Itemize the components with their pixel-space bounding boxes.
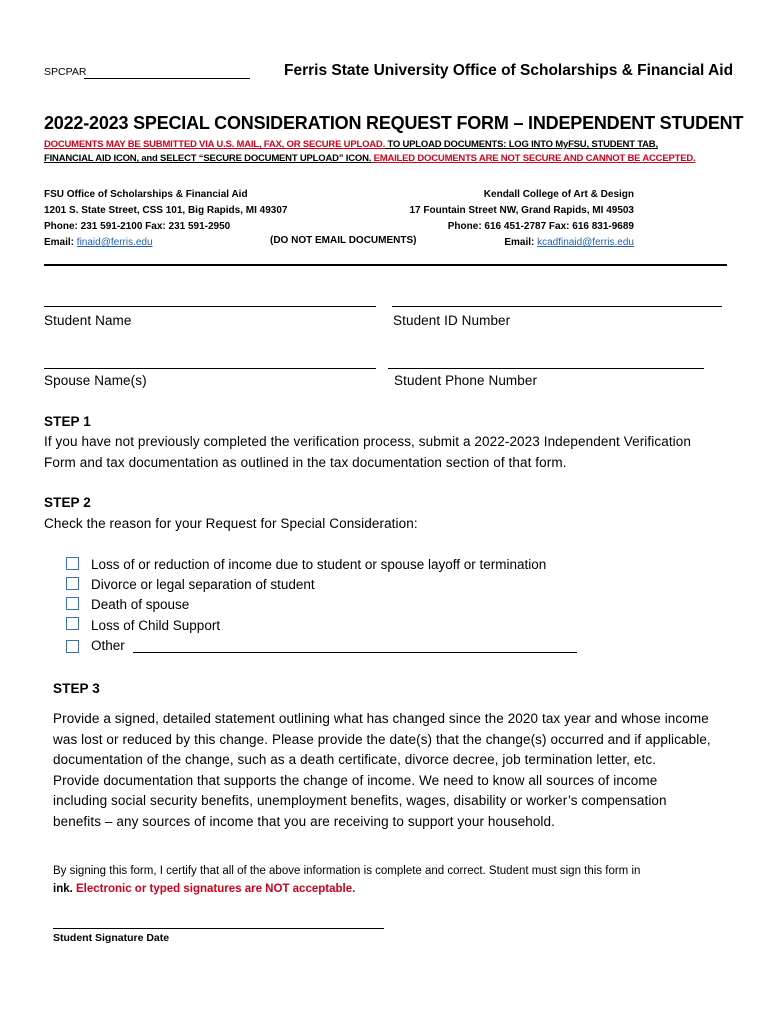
do-not-email-note: (DO NOT EMAIL DOCUMENTS): [270, 235, 417, 246]
option-other: Other: [91, 638, 125, 653]
kendall-email-label: Email:: [504, 237, 538, 248]
step1-line1: If you have not previously completed the verification process, submit a 2022-2023 Independent Verification: [44, 434, 691, 449]
checkbox-child-support[interactable]: [66, 617, 79, 630]
spouse-names-label: Spouse Name(s): [44, 373, 147, 388]
fsu-office-name: FSU Office of Scholarships & Financial Aid: [44, 189, 248, 200]
step3-line: was lost or reduced by this change. Please provide the date(s) that the change(s) occurred and if applicable,: [53, 731, 711, 747]
certification-line1: By signing this form, I certify that all of the above information is complete and correct. Student must sign this form in: [53, 865, 641, 877]
office-title: Ferris State University Office of Scholarships & Financial Aid: [284, 62, 734, 79]
header-divider: [44, 264, 727, 266]
signature-line[interactable]: [53, 928, 384, 929]
notice-part4: EMAILED DOCUMENTS ARE NOT SECURE AND CANNOT BE ACCEPTED.: [371, 153, 696, 164]
fsu-office-email-row: [44, 235, 287, 251]
step3-line: benefits – any sources of income that you are receiving to support your household.: [53, 813, 555, 829]
fsu-office-address: 1201 S. State Street, CSS 101, Big Rapids, MI 49307: [44, 205, 288, 216]
notice-part2: TO UPLOAD DOCUMENTS: LOG INTO MyFSU, STUDENT TAB,: [385, 139, 658, 150]
step1-text: [44, 432, 744, 473]
kendall-office-block: [410, 187, 635, 251]
kendall-office-phone: Phone: 616 451-2787 Fax: 616 831-9689: [447, 221, 634, 232]
step3-line: Provide documentation that supports the change of income. We need to know all sources of income: [53, 772, 658, 788]
kendall-office-address: 17 Fountain Street NW, Grand Rapids, MI 49503: [409, 205, 634, 216]
student-phone-label: Student Phone Number: [394, 373, 538, 388]
step1-line2: Form and tax documentation as outlined in the tax documentation section of that form.: [44, 454, 567, 470]
spouse-names-line[interactable]: [44, 368, 376, 369]
student-phone-line[interactable]: [388, 368, 704, 369]
kendall-office-name: Kendall College of Art & Design: [483, 189, 634, 200]
step3-heading: STEP 3: [53, 681, 100, 696]
option-income-loss: Loss of or reduction of income due to student or spouse layoff or termination: [91, 557, 547, 572]
fsu-email-label: Email:: [44, 237, 77, 248]
form-code-line: [84, 78, 250, 79]
kendall-office-email-row: [410, 235, 635, 251]
step2-prompt: Check the reason for your Request for Special Consideration:: [44, 516, 418, 531]
student-id-label: Student ID Number: [393, 313, 511, 328]
step1-heading: STEP 1: [44, 414, 91, 429]
step3-line: including social security benefits, unemployment benefits, wages, disability or worker’s compensation: [53, 793, 667, 808]
option-divorce: Divorce or legal separation of student: [91, 577, 315, 592]
checkbox-divorce[interactable]: [66, 577, 79, 590]
step2-heading: STEP 2: [44, 495, 91, 510]
signature-label: Student Signature Date: [53, 932, 170, 944]
fsu-email-link[interactable]: finaid@ferris.edu: [76, 237, 153, 248]
step3-text: [53, 709, 753, 832]
step3-line: documentation of the change, such as a death certificate, divorce decree, job termination letter, etc.: [53, 752, 657, 767]
notice-part3: FINANCIAL AID ICON, and SELECT “SECURE DOCUMENT UPLOAD” ICON.: [44, 153, 372, 164]
student-id-line[interactable]: [392, 306, 722, 307]
form-code-text: SPCPAR: [44, 66, 87, 78]
checkbox-income-loss[interactable]: [66, 557, 79, 570]
certification-warning: Electronic or typed signatures are NOT acceptable.: [72, 883, 356, 895]
fsu-office-phone: Phone: 231 591-2100 Fax: 231 591-2950: [44, 221, 231, 232]
form-code: [44, 66, 86, 78]
student-name-label: Student Name: [44, 313, 132, 328]
checkbox-other[interactable]: [66, 640, 79, 653]
student-name-line[interactable]: [44, 306, 376, 307]
certification-line2: [53, 880, 763, 898]
checkbox-death-of-spouse[interactable]: [66, 597, 79, 610]
option-child-support: Loss of Child Support: [91, 618, 221, 633]
form-title: 2022-2023 SPECIAL CONSIDERATION REQUEST FORM – INDEPENDENT STUDENT: [44, 113, 744, 133]
upload-notice: [44, 138, 744, 166]
fsu-office-block: [44, 187, 287, 251]
certification-ink: ink.: [53, 883, 73, 895]
other-specify-line[interactable]: [133, 652, 577, 653]
step3-line: Provide a signed, detailed statement outlining what has changed since the 2020 tax year and whose income: [53, 711, 709, 726]
kendall-email-link[interactable]: kcadfinaid@ferris.edu: [537, 237, 634, 248]
notice-part1: DOCUMENTS MAY BE SUBMITTED VIA U.S. MAIL, FAX, OR SECURE UPLOAD.: [44, 139, 386, 150]
certification-text: [53, 862, 763, 898]
option-death-of-spouse: Death of spouse: [91, 597, 190, 612]
